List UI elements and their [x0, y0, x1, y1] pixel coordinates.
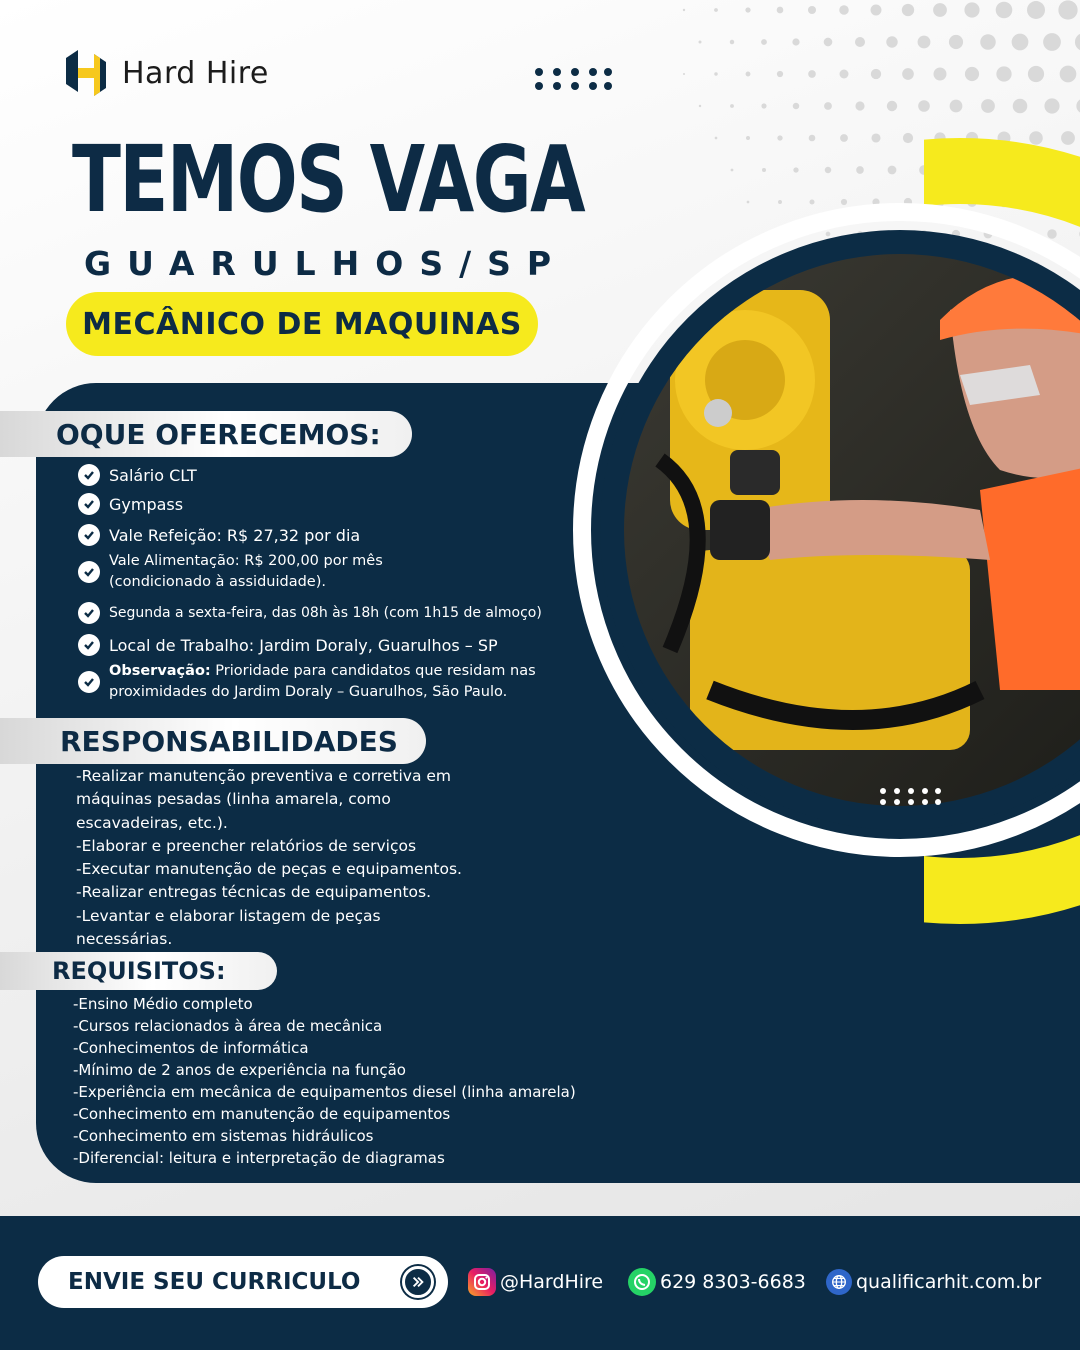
list-item: -Experiência em mecânica de equipamentos diesel (linha amarela) — [73, 1083, 576, 1101]
list-item — [78, 551, 598, 593]
benefit-food-voucher-line2: (condicionado à assiduidade). — [109, 574, 326, 590]
send-resume-label: ENVIE SEU CURRICULO — [68, 1269, 361, 1295]
halftone-dot — [699, 105, 701, 107]
instagram-handle: @HardHire — [500, 1271, 604, 1293]
halftone-dot — [981, 99, 995, 113]
menu-dots-icon — [534, 68, 614, 90]
section-title-responsibilities: RESPONSABILIDADES — [0, 718, 426, 764]
list-item: -Ensino Médio completo — [73, 995, 253, 1013]
halftone-dot — [965, 67, 979, 81]
list-item: necessárias. — [76, 930, 173, 949]
halftone-dot — [871, 69, 881, 79]
halftone-dot — [698, 40, 701, 43]
halftone-dot — [1012, 34, 1029, 51]
halftone-dot — [714, 72, 717, 75]
halftone-dot — [1058, 0, 1077, 19]
mechanic-photo-circle — [560, 130, 1080, 930]
list-item — [78, 493, 598, 515]
halftone-dot — [964, 2, 979, 17]
halftone-dot — [996, 66, 1011, 81]
benefit-gympass: Gympass — [109, 494, 184, 514]
halftone-dot — [792, 38, 799, 45]
list-item: -Elaborar e preencher relatórios de serviços — [76, 836, 417, 855]
benefit-observation — [109, 661, 536, 703]
list-item: máquinas pesadas (linha amarela, como — [76, 790, 391, 809]
list-item: -Conhecimento em manutenção de equipamentos — [73, 1105, 451, 1123]
whatsapp-icon — [628, 1268, 656, 1296]
observation-line2: proximidades do Jardim Doraly – Guarulhos, São Paulo. — [109, 684, 508, 700]
halftone-dot — [745, 7, 750, 12]
section-title-offer: OQUE OFERECEMOS: — [0, 411, 412, 457]
halftone-dot — [730, 104, 734, 108]
instagram-icon — [468, 1268, 496, 1296]
halftone-dot — [824, 38, 833, 47]
halftone-dot — [808, 6, 816, 14]
halftone-dot — [1028, 66, 1044, 82]
halftone-dot — [824, 102, 832, 110]
halftone-dot — [949, 35, 963, 49]
brand-name: Hard Hire — [122, 56, 269, 91]
headline: TEMOS VAGA — [72, 126, 585, 233]
list-item: -Realizar manutenção preventiva e corretiva em — [76, 767, 452, 785]
halftone-dot — [1060, 66, 1077, 83]
benefit-meal-voucher: Vale Refeição: R$ 27,32 por dia — [109, 525, 361, 545]
list-item: -Cursos relacionados à área de mecânica — [73, 1017, 383, 1035]
responsibilities-list — [76, 765, 516, 951]
halftone-dot — [761, 103, 766, 108]
send-resume-button[interactable] — [38, 1256, 448, 1308]
instagram-link[interactable] — [468, 1265, 603, 1299]
halftone-dot — [1043, 33, 1061, 51]
benefit-food-voucher — [109, 551, 383, 593]
halftone-dot — [933, 3, 947, 17]
list-item: -Levantar e elaborar listagem de peças — [76, 906, 381, 925]
halftone-dot — [918, 36, 931, 49]
halftone-dot — [886, 36, 897, 47]
halftone-dot — [808, 70, 816, 78]
section-title-requirements: REQUISITOS: — [0, 952, 277, 990]
halftone-dot — [714, 8, 718, 12]
halftone-dot — [950, 100, 963, 113]
halftone-dot — [980, 34, 996, 50]
halftone-dot — [855, 37, 865, 47]
job-role-badge — [66, 292, 538, 356]
halftone-dot — [871, 5, 882, 16]
halftone-dot — [1075, 33, 1080, 51]
halftone-dot — [902, 68, 914, 80]
halftone-dot — [1044, 98, 1059, 113]
halftone-dot — [777, 71, 783, 77]
observation-label: Observação: — [109, 663, 211, 679]
halftone-dot — [777, 7, 784, 14]
benefit-work-location: Local de Trabalho: Jardim Doraly, Guarulhos – SP — [109, 635, 498, 655]
list-item — [78, 661, 598, 703]
halftone-dot — [730, 40, 734, 44]
halftone-dot — [1013, 99, 1028, 114]
check-icon — [78, 561, 100, 583]
job-role-label: MECÂNICO DE MAQUINAS — [82, 306, 522, 342]
halftone-dot — [746, 72, 751, 77]
list-item: -Mínimo de 2 anos de experiência na função — [73, 1061, 406, 1079]
halftone-dot — [996, 2, 1013, 19]
list-item: -Conhecimento em sistemas hidráulicos — [73, 1127, 374, 1145]
list-item — [78, 634, 598, 656]
list-item: -Conhecimentos de informática — [73, 1039, 309, 1057]
check-icon — [78, 493, 100, 515]
list-item — [78, 602, 598, 624]
list-item: -Executar manutenção de peças e equipamentos. — [76, 860, 462, 879]
halftone-dot — [902, 4, 914, 16]
check-icon — [78, 602, 100, 624]
list-item: -Diferencial: leitura e interpretação de diagramas — [73, 1149, 445, 1167]
halftone-dot — [855, 101, 864, 110]
requirements-list — [73, 993, 633, 1169]
whatsapp-number: 629 8303-6683 — [660, 1271, 806, 1293]
halftone-dot — [887, 101, 897, 111]
benefit-salary: Salário CLT — [109, 465, 197, 485]
list-item: escavadeiras, etc.). — [76, 813, 228, 832]
halftone-dot — [839, 5, 849, 15]
check-icon — [78, 464, 100, 486]
check-icon — [78, 634, 100, 656]
halftone-dot — [683, 73, 685, 75]
list-item — [78, 464, 598, 486]
check-icon — [78, 671, 100, 693]
benefit-food-voucher-line1: Vale Alimentação: R$ 200,00 por mês — [109, 553, 383, 569]
website-url: qualificarhit.com.br — [856, 1271, 1042, 1293]
halftone-dot — [934, 68, 947, 81]
job-location: GUARULHOS/SP — [84, 244, 568, 283]
hard-hire-logo-icon — [62, 48, 110, 98]
website-link[interactable] — [826, 1265, 1041, 1299]
list-item — [78, 524, 598, 546]
observation-line1: Prioridade para candidatos que residam nas — [210, 663, 536, 679]
halftone-dot — [683, 9, 685, 11]
halftone-dot — [761, 39, 767, 45]
halftone-dot — [793, 103, 800, 110]
list-item: -Realizar entregas técnicas de equipamentos. — [76, 883, 432, 902]
arrow-right-icon — [402, 1266, 434, 1298]
halftone-dot — [839, 69, 848, 78]
halftone-dot — [1027, 1, 1045, 19]
check-icon — [78, 524, 100, 546]
halftone-dot — [1076, 98, 1080, 113]
benefit-schedule: Segunda a sexta-feira, das 08h às 18h (com 1h15 de almoço) — [109, 604, 542, 621]
whatsapp-link[interactable] — [628, 1265, 806, 1299]
globe-icon — [826, 1269, 852, 1295]
halftone-dot — [918, 100, 930, 112]
